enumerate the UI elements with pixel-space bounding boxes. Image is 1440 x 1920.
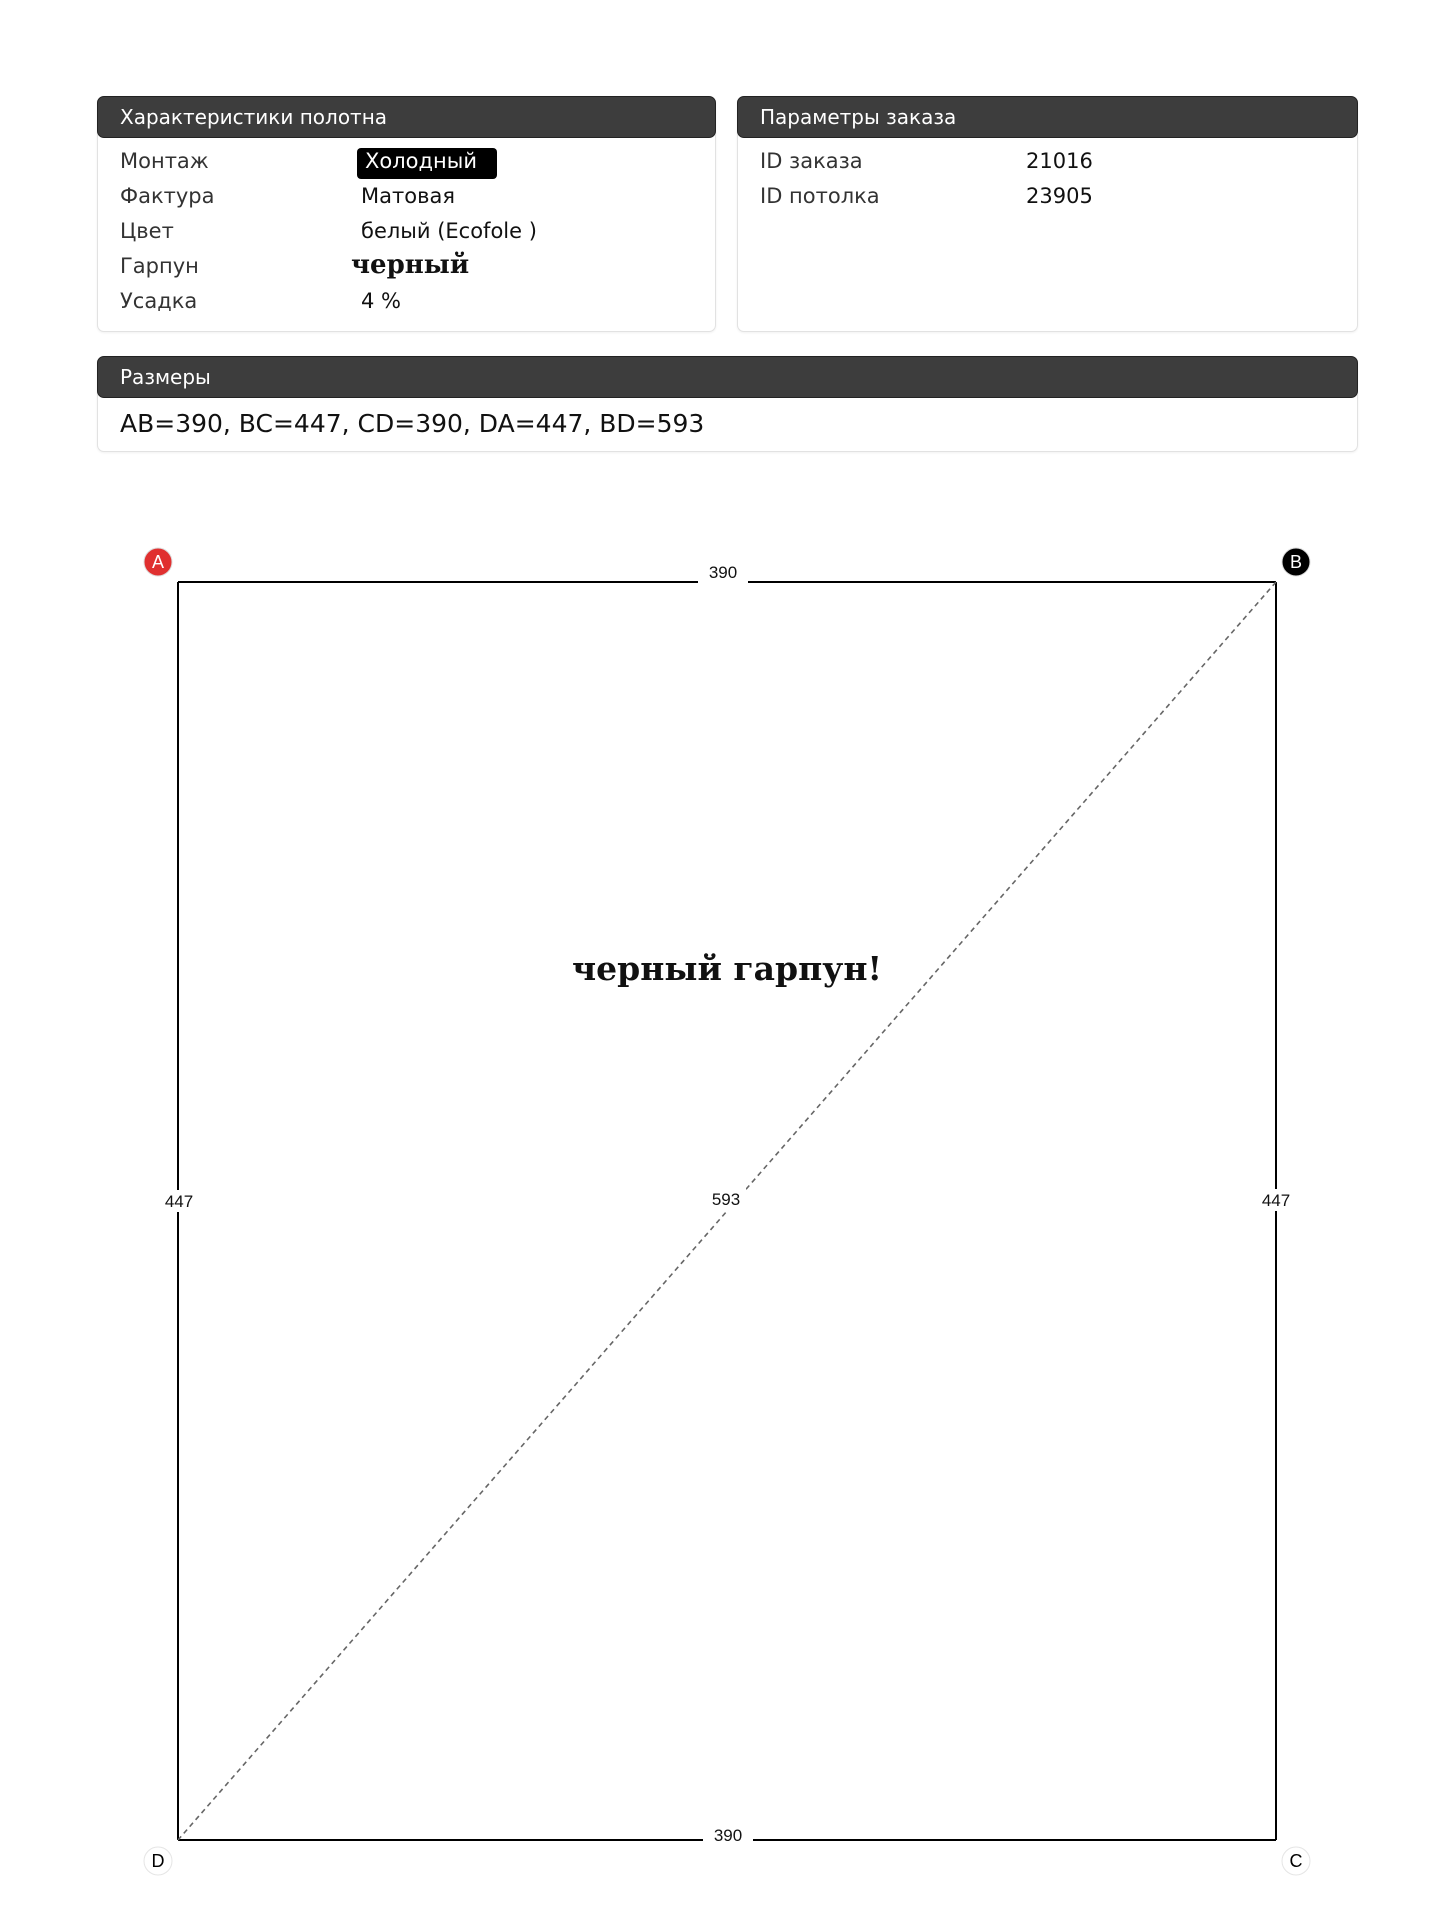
texture-label: Фактура (120, 184, 215, 208)
texture-value: Матовая (361, 184, 455, 208)
harpoon-label: Гарпун (120, 254, 199, 278)
sizes-summary: AB=390, BC=447, CD=390, DA=447, BD=593 (120, 409, 705, 438)
color-value: белый (Ecofole ) (361, 219, 537, 243)
mounting-value-badge: Холодный (357, 148, 497, 179)
svg-text:447: 447 (164, 1192, 194, 1211)
order-parameters-header: Параметры заказа (737, 96, 1358, 138)
shrinkage-value: 4 % (361, 289, 401, 313)
svg-text:447: 447 (1261, 1191, 1291, 1210)
svg-text:D: D (151, 1851, 165, 1871)
dim-label-bd (706, 1188, 746, 1210)
svg-text:390: 390 (708, 563, 738, 582)
order-id-label: ID заказа (760, 149, 863, 173)
svg-text:593: 593 (711, 1190, 741, 1209)
dim-label-da (158, 1190, 198, 1212)
ceiling-id-label: ID потолка (760, 184, 880, 208)
sizes-header: Размеры (97, 356, 1358, 398)
color-label: Цвет (120, 219, 174, 243)
vertex-c-marker (1282, 1847, 1310, 1875)
harpoon-value: черный (351, 250, 470, 280)
dim-label-ab (698, 561, 748, 585)
svg-text:C: C (1289, 1851, 1303, 1871)
shrinkage-label: Усадка (120, 289, 198, 313)
dim-label-bc (1256, 1189, 1296, 1211)
vertex-d-marker (144, 1847, 172, 1875)
canvas-characteristics-header: Характеристики полотна (97, 96, 716, 138)
svg-text:390: 390 (713, 1826, 743, 1845)
mounting-label: Монтаж (120, 149, 209, 173)
dim-label-cd (703, 1823, 753, 1847)
svg-text:B: B (1289, 552, 1303, 572)
order-id-value: 21016 (1026, 149, 1093, 173)
vertex-a-marker (144, 548, 172, 576)
harpoon-warning-note: черный гарпун! (571, 949, 883, 988)
ceiling-id-value: 23905 (1026, 184, 1093, 208)
vertex-b-marker (1282, 548, 1310, 576)
svg-text:A: A (151, 552, 165, 572)
diagonal-bd (178, 582, 1276, 1840)
